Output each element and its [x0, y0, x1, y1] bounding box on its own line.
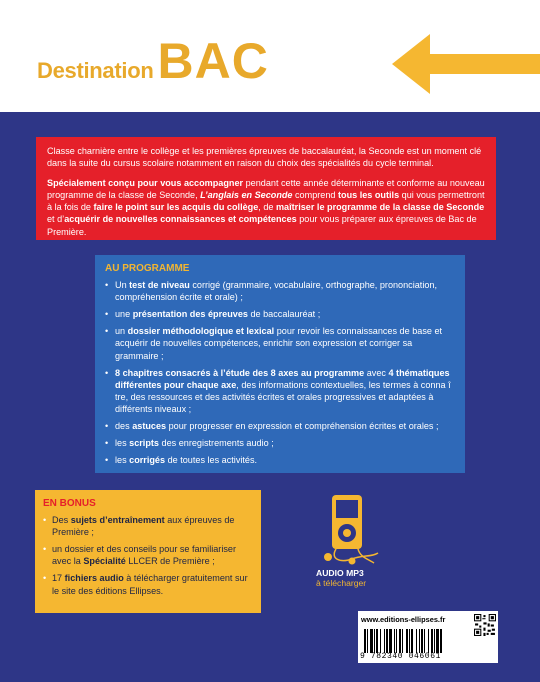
barcode-box	[358, 611, 498, 663]
programme-item: • les scripts des enregistrements audio ;	[105, 437, 457, 449]
publisher-url: www.editions-ellipses.fr	[361, 615, 446, 624]
programme-item: • une présentation des épreuves de baccalauréat ;	[105, 308, 457, 320]
audio-label	[316, 568, 396, 588]
bonus-item: • un dossier et des conseils pour se familiariser avec la Spécialité LLCER de Première ;	[43, 543, 253, 567]
intro-box	[36, 137, 496, 240]
intro-paragraph-2: Spécialement conçu pour vous accompagner pendant cette année déterminante et conforme au nouveau programme de la classe de Seconde, L’anglais en Seconde comprend tous les outils qui vous permettront à la fois de faire le point sur les acquis du collège, de maîtriser le programme de la classe de Seconde et d’acquérir de nouvelles connaissances et compétences pour vous préparer aux épreuves de Bac de Première.	[47, 178, 485, 237]
barcode-bars	[364, 629, 469, 653]
series-title-small: Destination	[37, 58, 154, 83]
mp3-player-icon	[322, 493, 382, 565]
bonus-box	[35, 490, 261, 613]
programme-item: • des astuces pour progresser en expression et compréhension écrites et orales ;	[105, 420, 457, 432]
series-title	[37, 32, 269, 90]
intro-paragraph-1: Classe charnière entre le collège et les premières épreuves de baccalauréat, la Seconde est un moment clé dans la suite du cursus scolaire notamment en raison du choix des spécialités du cycle terminal.	[47, 146, 482, 169]
programme-item: • un dossier méthodologique et lexical pour revoir les connaissances de base et acquérir de nouvelles compétences, enrichir son expression et corriger sa grammaire ;	[105, 325, 457, 361]
bonus-list	[43, 514, 253, 597]
left-arrow-icon	[392, 30, 540, 98]
programme-item: • Un test de niveau corrigé (grammaire, vocabulaire, orthographe, prononciation, compréhension écrite et orale) ;	[105, 279, 457, 303]
bonus-item: • Des sujets d’entraînement aux épreuves de Première ;	[43, 514, 253, 538]
audio-label-title: AUDIO MP3	[316, 568, 364, 578]
isbn-number: 9 782340 046061	[360, 652, 442, 661]
bonus-item: • 17 fichiers audio à télécharger gratuitement sur le site des éditions Ellipses.	[43, 572, 253, 596]
audio-label-subtitle: à télécharger	[316, 578, 367, 588]
bonus-heading: EN BONUS	[43, 498, 96, 509]
programme-item: • 8 chapitres consacrés à l’étude des 8 axes au programme avec 4 thématiques différentes pour chaque axe, des informations contextuelles, les termes à conna î tre, des ressources et des activités écrites et orales progressives et adaptées à différents niveaux ;	[105, 367, 457, 415]
qr-code-icon	[474, 614, 496, 636]
programme-list	[105, 279, 457, 466]
programme-heading: AU PROGRAMME	[105, 263, 190, 274]
programme-item: • les corrigés de toutes les activités.	[105, 454, 457, 466]
series-title-big: BAC	[157, 33, 269, 89]
programme-box	[95, 255, 465, 473]
